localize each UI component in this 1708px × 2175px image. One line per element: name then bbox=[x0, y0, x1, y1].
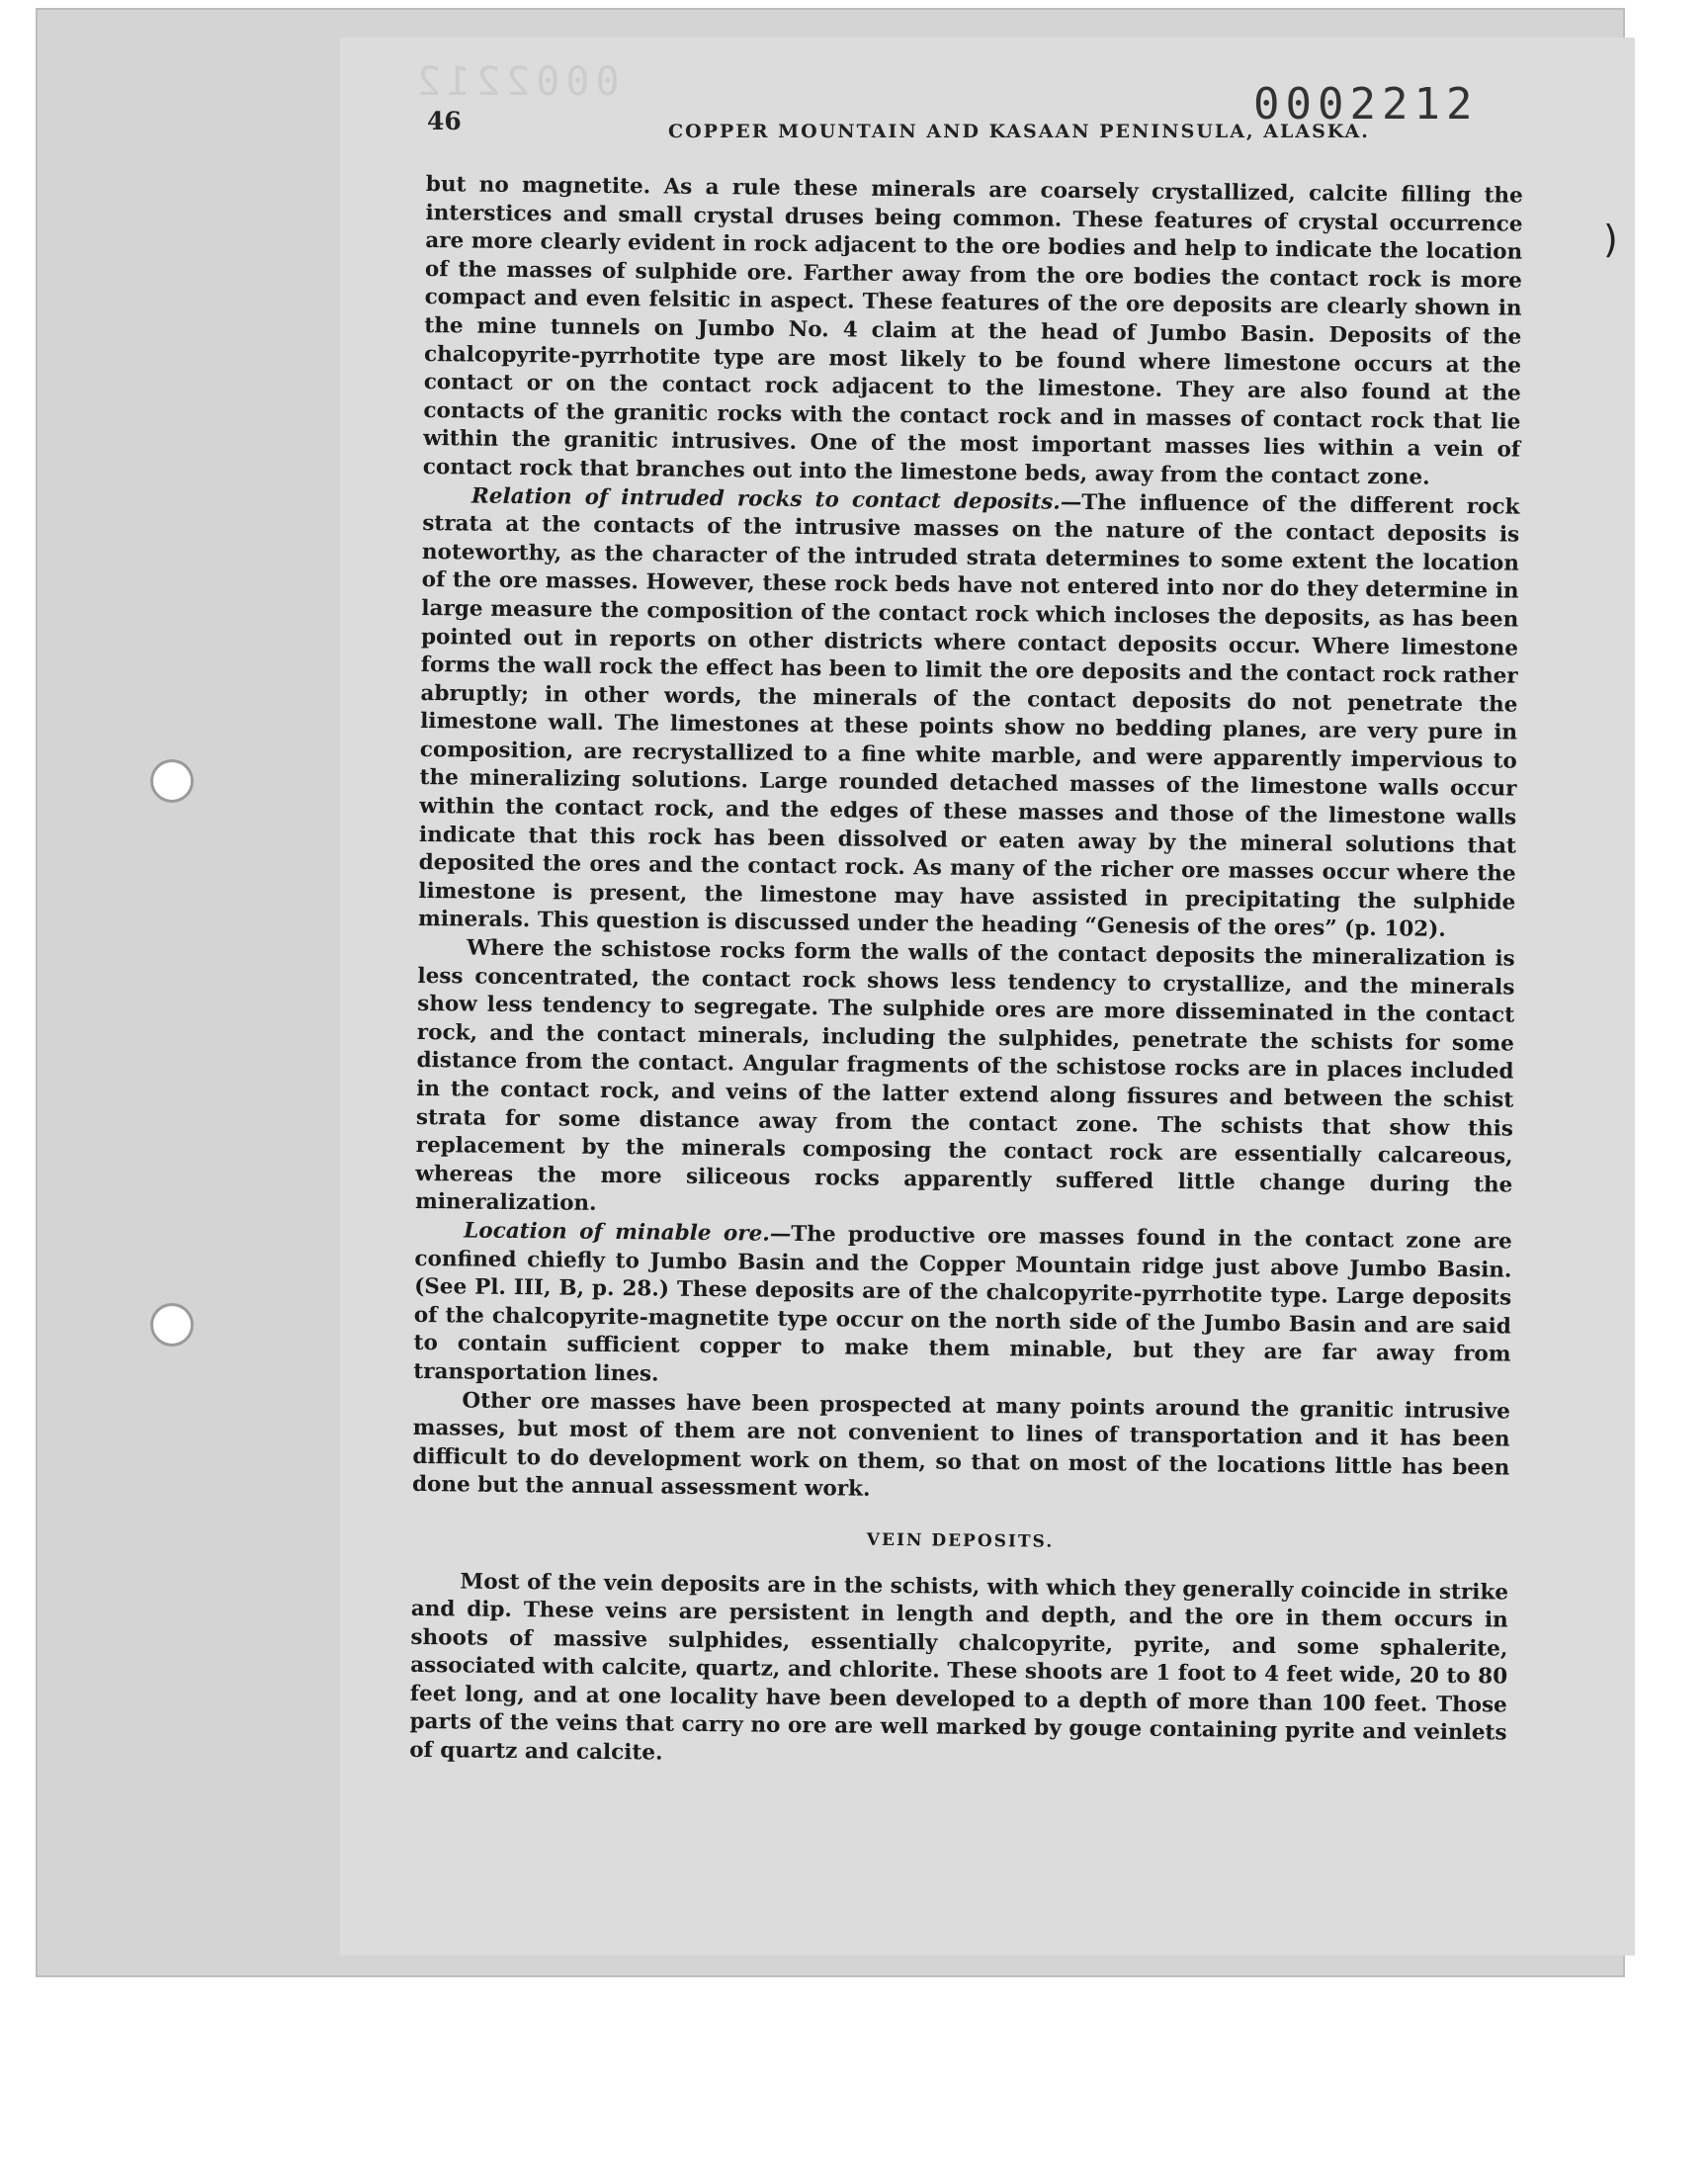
paragraph bbox=[412, 1386, 1510, 1511]
section-heading: VEIN DEPOSITS. bbox=[866, 1529, 1055, 1552]
paragraph-text: but no magnetite. As a rule these minerals are coarsely crystallized, calcite filling the interstices and small crystal druses being common. These features of crystal occurrence are more clearly evident in rock adjacent to the ore bodies and help to indicate the location of the masses of sulphide ore. Farther away from the ore bodies the contact rock is more compact and even felsitic in aspect. These features of the ore deposits are clearly shown in the mine tunnels on Jumbo No. 4 claim at the head of Jumbo Basin. Deposits of the chalcopyrite-pyrrhotite type are most likely to be found where limestone occurs at the contact or on the contact rock adjacent to the limestone. They are also found at the contacts of the granitic rocks with the contact rock and in masses of contact rock that lie within the granitic intrusives. One of the most important masses lies within a vein of contact rock that branches out into the limestone beds, away from the contact zone. bbox=[422, 171, 1523, 490]
punch-hole-lower bbox=[150, 1303, 194, 1347]
paragraph-text: Most of the vein deposits are in the schists, with which they generally coincide in strike and dip. These veins are persistent in length and depth, and the ore in them occurs in shoots of massive sulphides, essentially chalcopyrite, pyrite, and some sphalerite, associated with calcite, quartz, and chlorite. These shoots are 1 foot to 4 feet wide, 20 to 80 feet long, and at one locality have been developed to a depth of more than 100 feet. Those parts of the veins that carry no ore are well marked by gouge containing pyrite and veinlets of quartz and calcite. bbox=[409, 1568, 1509, 1766]
run-in-heading: Location of minable ore.— bbox=[464, 1218, 792, 1247]
margin-mark: ) bbox=[1603, 218, 1618, 261]
paragraph bbox=[413, 1217, 1512, 1398]
paragraph bbox=[409, 1567, 1508, 1777]
paragraph bbox=[415, 934, 1515, 1229]
punch-hole-upper bbox=[150, 759, 194, 803]
paragraph-text: Other ore masses have been prospected at many points around the granitic intrusive masses, but most of them are not convenient to lines of transportation and it has been difficult to do development work on them, so that on most of the locations little has been done but the annual assessment work. bbox=[411, 1387, 1511, 1503]
run-in-heading: Relation of intruded rocks to contact deposits.— bbox=[470, 483, 1082, 515]
page-header bbox=[427, 107, 1514, 146]
scanned-page-background bbox=[36, 8, 1625, 1977]
document-number: 0002212 bbox=[1253, 79, 1479, 130]
page-number: 46 bbox=[427, 107, 462, 135]
body-text bbox=[409, 171, 1523, 1777]
paragraph bbox=[423, 171, 1523, 493]
paragraph bbox=[418, 482, 1520, 946]
paragraph-text: The productive ore masses found in the contact zone are confined chiefly to Jumbo Basin and the Copper Mountain ridge just above Jumbo Basin. (See Pl. III, B, p. 28.) These deposits are of the chalcopyrite-pyrrhotite type. Large deposits of the chalcopyrite-magnetite type occur on the north side of the Jumbo Basin and are said to contain sufficient copper to make them minable, but they are far away from transportation lines. bbox=[413, 1221, 1512, 1387]
running-head: COPPER MOUNTAIN AND KASAAN PENINSULA, ALASKA. bbox=[668, 121, 1370, 142]
paragraph-text: Where the schistose rocks form the walls of the contact deposits the mineralization is less concentrated, the contact rock shows less tendency to crystallize, and the minerals show less tendency to segregate. The sulphide ores are more disseminated in the contact rock, and the contact minerals, including the sulphides, penetrate the schists for some distance from the contact. Angular fragments of the schistose rocks are in places included in the contact rock, and veins of the latter extend along fissures and between the schist strata for some distance away from the contact zone. The schists that show this replacement by the minerals composing the contact rock are essentially calcareous, whereas the more siliceous rocks apparently suffered little change during the mineralization. bbox=[414, 935, 1515, 1217]
mirrored-document-number-bleedthrough: 0002212 bbox=[411, 59, 620, 105]
paragraph-text: The influence of the different rock strata at the contacts of the intrusive masses on the nature of the contact deposits is noteworthy, as the character of the intruded strata determines to some extent the location of the ore masses. However, these rock beds have not entered into nor do they determine in large measure the composition of the contact rock which incloses the deposits, as has been pointed out in reports on other districts where contact deposits occur. Where limestone forms the wall rock the effect has been to limit the ore deposits and the contact rock rather abruptly; in other words, the minerals of the contact deposits do not penetrate the limestone wall. The limestones at these points show no bedding planes, are very pure in composition, are recrystallized to a fine white marble, and were apparently impervious to the mineralizing solutions. Large rounded detached masses of the limestone walls occur within the contact rock, and the edges of these masses and those of the limestone walls indicate that this rock has been dissolved or eaten away by the mineral solutions that deposited the ores and the contact rock. As many of the richer ore masses occur where the limestone is present, the limestone may have assisted in precipitating the sulphide minerals. This question is discussed under the heading “Genesis of the ores” (p. 102). bbox=[417, 489, 1520, 943]
